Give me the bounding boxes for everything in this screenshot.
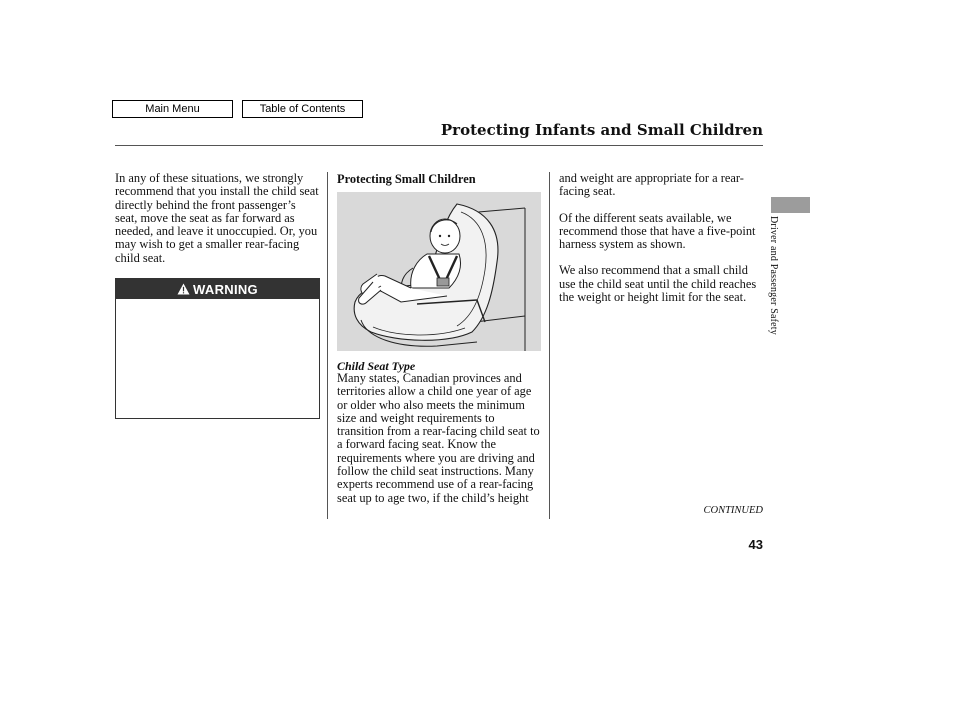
title-divider xyxy=(115,145,763,146)
warning-box xyxy=(115,278,320,419)
paragraph: In any of these situations, we strongly recommend that you install the child seat directly behind the front passenger’s seat, move the seat as far forward as needed, and leave it unoccupied. Or, you may wish to get a smaller rear-facing child seat. xyxy=(115,171,319,265)
section-tab xyxy=(771,197,810,213)
column-right xyxy=(559,172,765,304)
column-middle xyxy=(337,372,543,505)
page-number: 43 xyxy=(748,537,763,552)
figure-caption: Child Seat Type xyxy=(337,359,416,373)
page-title: Protecting Infants and Small Children xyxy=(440,121,763,139)
column-middle-heading xyxy=(337,172,543,187)
paragraph: We also recommend that a small child use the child seat until the child reaches the weight or height limit for the seat. xyxy=(559,263,757,305)
column-divider xyxy=(549,172,550,519)
continued-label: CONTINUED xyxy=(703,505,763,516)
column-left xyxy=(115,172,320,265)
column-divider xyxy=(327,172,328,519)
child-seat-illustration-icon xyxy=(337,192,541,351)
paragraph: Of the different seats available, we recommend those that have a five-point harness system as shown. xyxy=(559,210,756,252)
warning-label: WARNING xyxy=(193,281,258,297)
warning-triangle-icon xyxy=(177,283,190,295)
main-menu-button[interactable]: Main Menu xyxy=(112,100,233,118)
section-label: Driver and Passenger Safety xyxy=(768,216,779,335)
table-of-contents-button[interactable]: Table of Contents xyxy=(242,100,363,118)
warning-header xyxy=(116,279,319,299)
paragraph: and weight are appropriate for a rear-facing seat. xyxy=(559,171,744,199)
section-heading: Protecting Small Children xyxy=(337,172,476,186)
child-in-rear-facing-seat-illustration xyxy=(337,192,541,351)
paragraph: Many states, Canadian provinces and territories allow a child one year of age or older who also meets the minimum size and weight requirements to transition from a rear-facing child seat to a forward facing seat. Know the requirements where you are driving and follow the child seat instructions. Many experts recommend use of a rear-facing seat up to age two, if the child’s height xyxy=(337,371,540,505)
